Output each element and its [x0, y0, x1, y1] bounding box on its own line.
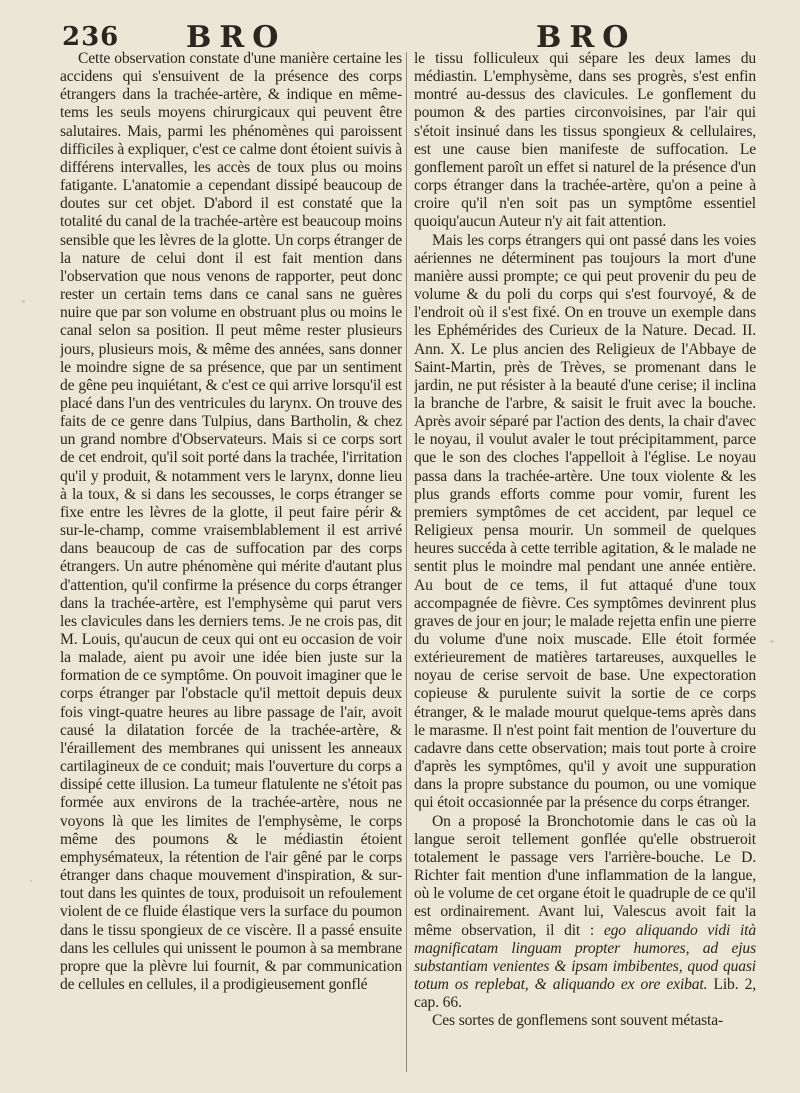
running-head-right: BRO — [536, 20, 637, 55]
right-column — [414, 50, 756, 1085]
paper-speck — [30, 880, 32, 882]
left-paragraph-1: Cette observation constate d'une manière certaine les accidens qui s'ensuivent de la présence des corps étrangers dans la trachée-artère, & indique en même-tems les seuls moyens chirurgicaux qui peuvent être salutaires. Mais, parmi les phénomènes qui paroissent difficiles à expliquer, c'est ce calme dont étoient suivis à différens intervalles, les accès de toux plus ou moins fatigante. L'anatomie a cependant dissipé beaucoup de doutes sur cet objet. D'abord il est constaté que la totalité du canal de la trachée-artère est beaucoup moins sensible que les lèvres de la glotte. Un corps étranger de la nature de celui dont il est fait mention dans l'observation que nous venons de rapporter, peut donc rester un certain tems dans ce canal sans ne guères nuire que par son volume en obstruant plus ou moins le canal selon sa position. Il peut même rester plusieurs jours, plusieurs mois, & même des années, sans donner le moindre signe de sa présence, que par un sentiment de gêne peu inquiétant, & c'est ce qui arrive lorsqu'il est placé dans l'un des ventricules du larynx. On trouve des faits de ce genre dans Tulpius, dans Bartholin, & chez un grand nombre d'Observateurs. Mais si ce corps sort de cet endroit, qu'il soit porté dans la trachée, l'irritation qu'il y produit, & notamment vers le larynx, donne lieu à la toux, & si dans les secousses, le corps étranger se fixe entre les lèvres de la glotte, il peut faire périr & sur-le-champ, comme vraisemblablement il est arrivé dans beaucoup de cas de suffocation par des corps étrangers. Un autre phénomène qui mérite d'autant plus d'attention, qu'il confirme la présence du corps étranger dans la trachée-artère, est l'emphysème qui parut vers les clavicules dans les derniers tems. Je ne crois pas, dit M. Louis, qu'aucun de ceux qui ont eu occasion de voir la malade, aient pu avoir une idée bien juste sur la formation de ce symptôme. On pouvoit imaginer que le corps étranger par l'obstacle qu'il mettoit depuis deux fois vingt-quatre heures au libre passage de l'air, avoit causé la dilatation forcée de la trachée-artère, & l'éraillement des membranes qui unissent les anneaux cartilagineux de ce conduit; mais l'ouverture du corps a dissipé cette illusion. La tumeur flatulente ne s'étoit pas formée aux environs de la trachée-artère, nous ne voyons là que les limites de l'emphysème, le corps même des poumons & le médiastin étoient emphysémateux, la rétention de l'air gêné par le corps étranger dans chaque mouvement d'inspiration, & sur-tout dans les quintes de toux, produisoit un refoulement violent de ce fluide élastique vers la surface du poumon dans le tissu spongieux de ce viscère. Il a passé ensuite dans les cellules qui unissent le poumon à sa membrane propre que la plèvre lui fournit, & par communication de cellules en cellules, il a prodigieusement gonflé — [60, 50, 402, 993]
latin-quote: ego aliquando vidi ità magnificatam linguam propter humores, ad ejus substantiam venientes & ipsam imbibentes, quod quasi totum os replebat, & aliquando ex ore exibat. — [414, 921, 756, 993]
left-column — [60, 50, 402, 1085]
right-paragraph-4: Ces sortes de gonflemens sont souvent métasta- — [432, 1012, 724, 1030]
reference: Lib. 2, cap. 66. — [414, 975, 756, 1012]
paragraph-3-text: On a proposé la Bronchotomie dans le cas où la langue seroit tellement gonflée qu'elle obstrueroit totalement le passage vers l'arrière-bouche. Le D. Richter fait mention d'une inflammation de la langue, où le volume de cet organe étoit le quadruple de ce qu'il est ordinairement. Avant lui, Valescus avoit fait la même observation, il dit : — [414, 812, 756, 939]
paper-speck — [770, 640, 774, 643]
right-paragraph-2: Mais les corps étrangers qui ont passé dans les voies aériennes ne déterminent pas toujours la mort d'une manière aussi prompte; ce qui peut provenir du peu de volume & du poli du corps qui s'est fourvoyé, & de l'endroit où il s'est fixé. On en trouve un exemple dans les Ephémérides des Curieux de la Nature. Decad. II. Ann. X. Le plus ancien des Religieux de l'Abbaye de Saint-Martin, près de Trèves, se promenant dans le jardin, ne put résister à la beauté d'une cerise; il inclina la branche de l'arbre, & saisit le fruit avec la bouche. Après avoir séparé par l'action des dents, la chair d'avec le noyau, il voulut avaler le tout précipitamment, parce que le son des cloches l'appelloit à l'église. Le noyau passa dans la trachée-artère. Une toux violente & les plus grands efforts comme pour vomir, furent les premiers symptômes de cet accident, par lequel ce Religieux pensa mourir. Un sommeil de quelques heures succéda à cette terrible agitation, & le malade ne sentit plus le moindre mal pendant une année entière. Au bout de ce tems, il fut attaqué d'une toux accompagnée de fièvre. Ces symptômes devinrent plus graves de jour en jour; le malade rejetta enfin une pierre du volume d'une noix muscade. Elle étoit formée extérieurement de matières tartareuses, auxquelles le noyau de cerise servoit de base. Une expectoration copieuse & purulente suivit la sortie de ce corps étranger, & le malade mourut quelque-tems après dans le marasme. Il n'est point fait mention de l'ouverture du cadavre dans cette observation; mais tout porte à croire d'après les symptômes, qu'il y avoit une suppuration dans la propre substance du poumon, ou une vomique qui étoit occasionnée par la présence du corps étranger. — [414, 231, 756, 812]
right-paragraph-3 — [414, 813, 756, 1013]
right-paragraph-1: le tissu folliculeux qui sépare les deux lames du médiastin. L'emphysème, dans ses progrès, s'est enfin montré au-dessus des clavicules. Le gonflement du poumon & des parties circonvoisines, par l'air qui s'étoit insinué dans les tissus spongieux & cellulaires, est une cause bien manifeste de suffocation. Le gonflement paroît un effet si naturel de la présence d'un corps étranger dans la trachée-artère, qu'on a peine à croire qu'il n'en soit pas un symptôme essentiel quoiqu'aucun Auteur n'y ait fait attention. — [414, 50, 756, 231]
paper-speck — [22, 300, 25, 303]
running-head-left: BRO — [186, 20, 287, 55]
page-number: 236 — [62, 22, 120, 52]
column-divider — [406, 52, 407, 1072]
